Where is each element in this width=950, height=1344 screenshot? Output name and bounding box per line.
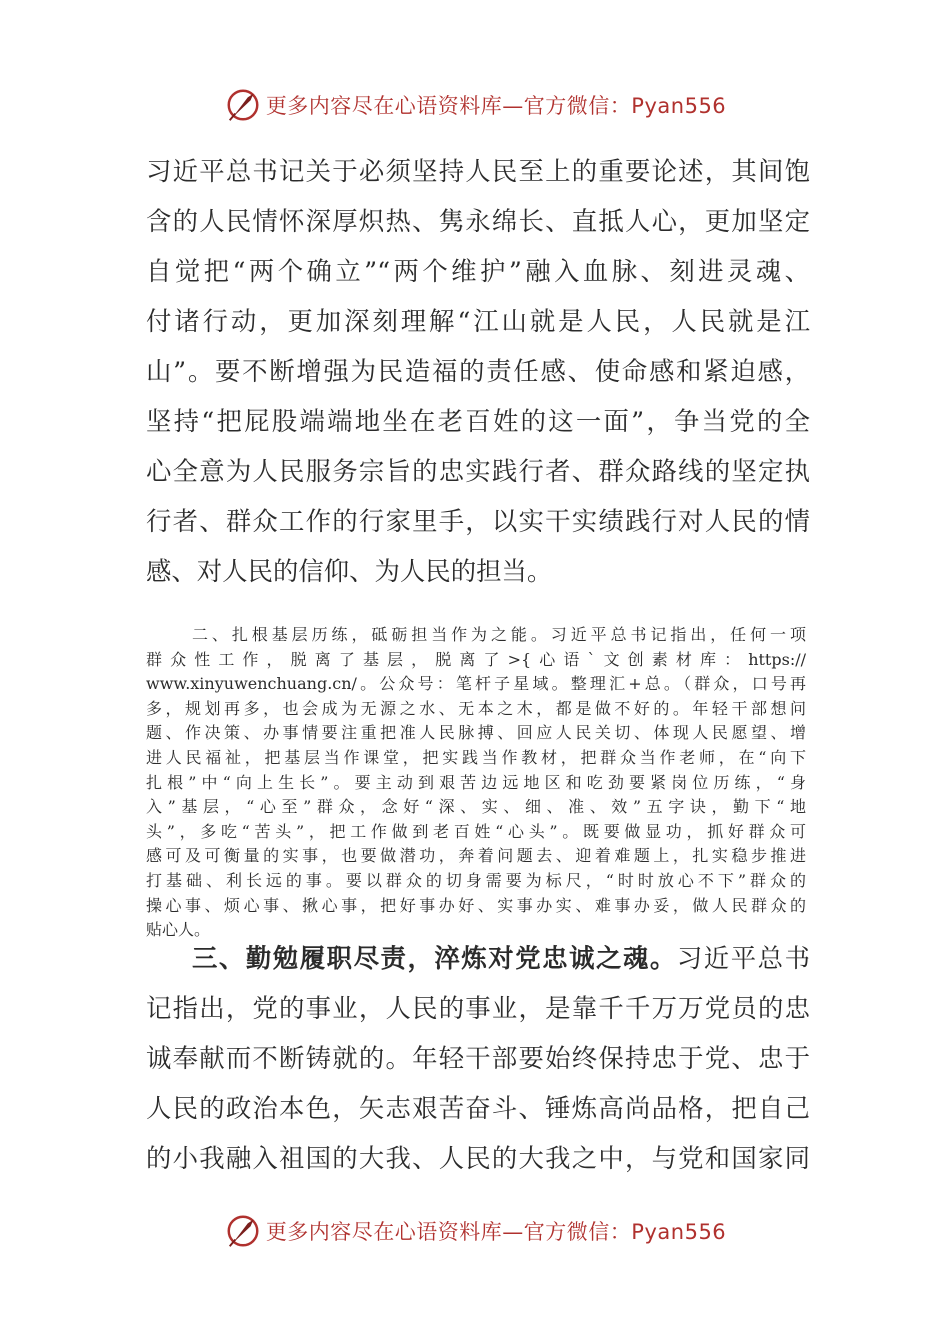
paragraph-3 <box>146 933 810 1183</box>
text-line: 打基础、利长远的事。要以群众的切身需要为标尺，“时时放心不下”群众的 <box>146 870 806 890</box>
banner-text: 更多内容尽在心语资料库—官方微信：Pyan556 <box>265 1220 727 1244</box>
text-line: 进人民福祉，把基层当作课堂，把实践当作教材，把群众当作老师，在“向下 <box>146 747 806 767</box>
text-line: 操心事、烦心事、揪心事，把好事办好、实事办实、难事办妥，做人民群众的 <box>146 895 806 915</box>
text-line: 二、扎根基层历练，砥砺担当作为之能。习近平总书记指出，任何一项 <box>192 625 806 644</box>
text-line: 人民的政治本色，矢志艰苦奋斗、锤炼高尚品格，把自己 <box>146 1093 810 1123</box>
text-line: 习近平总书记关于必须坚持人民至上的重要论述，其间饱 <box>146 156 810 186</box>
text-line: 行者、群众工作的行家里手，以实干实绩践行对人民的情 <box>146 506 810 536</box>
paragraph-2 <box>146 623 806 943</box>
quill-logo-icon <box>224 86 262 124</box>
banner-text: 更多内容尽在心语资料库—官方微信：Pyan556 <box>265 94 727 118</box>
text-line: 入”基层，“心至”群众，念好“深、实、细、准、效”五字诀，勤下“地 <box>146 797 806 817</box>
text-line: 贴心人。 <box>146 920 211 940</box>
text-line: 心全意为人民服务宗旨的忠实践行者、群众路线的坚定执 <box>146 456 810 486</box>
text-line: 付诸行动，更加深刻理解“江山就是人民，人民就是江 <box>146 306 810 336</box>
section-heading: 三、勤勉履职尽责，淬炼对党忠诚之魂。 <box>192 943 677 973</box>
text-line <box>146 933 810 983</box>
quill-logo-icon <box>224 1212 262 1250</box>
text-line: 山”。要不断增强为民造福的责任感、使命感和紧迫感， <box>146 356 810 386</box>
footer-banner <box>0 1209 950 1253</box>
text-line: 题、作决策、办事情要注重把准人民脉搏、回应人民关切、体现人民愿望、增 <box>146 723 806 743</box>
text-line: 含的人民情怀深厚炽热、隽永绵长、直抵人心，更加坚定 <box>146 206 810 236</box>
text-line: 坚持“把屁股端端地坐在老百姓的这一面”，争当党的全 <box>146 406 810 436</box>
text-line: 多，规划再多，也会成为无源之水、无本之木，都是做不好的。年轻干部想问 <box>146 698 806 718</box>
paragraph-1 <box>146 146 810 596</box>
text-span: 习近平总书 <box>676 943 811 973</box>
text-line: www.xinyuwenchuang.cn/。公众号：笔杆子星域。整理汇+总。（群众，口号再 <box>146 674 806 694</box>
text-line: 记指出，党的事业，人民的事业，是靠千千万万党员的忠 <box>146 993 810 1023</box>
text-line: 感可及可衡量的实事，也要做潜功，奔着问题去、迎着难题上，扎实稳步推进 <box>146 846 806 866</box>
text-line: 头”，多吃“苦头”，把工作做到老百姓“心头”。既要做显功，抓好群众可 <box>146 821 806 841</box>
text-line: 诚奉献而不断铸就的。年轻干部要始终保持忠于党、忠于 <box>146 1043 810 1073</box>
text-line: 扎根”中“向上生长”。要主动到艰苦边远地区和吃劲要紧岗位历练，“身 <box>146 772 806 792</box>
header-banner <box>0 83 950 127</box>
text-line: 的小我融入祖国的大我、人民的大我之中，与党和国家同 <box>146 1143 810 1173</box>
text-line: 群众性工作，脱离了基层，脱离了>{心语`文创素材库：https:// <box>146 649 806 669</box>
text-line: 自觉把“两个确立”“两个维护”融入血脉、刻进灵魂、 <box>146 256 810 286</box>
text-line: 感、对人民的信仰、为人民的担当。 <box>146 556 553 586</box>
